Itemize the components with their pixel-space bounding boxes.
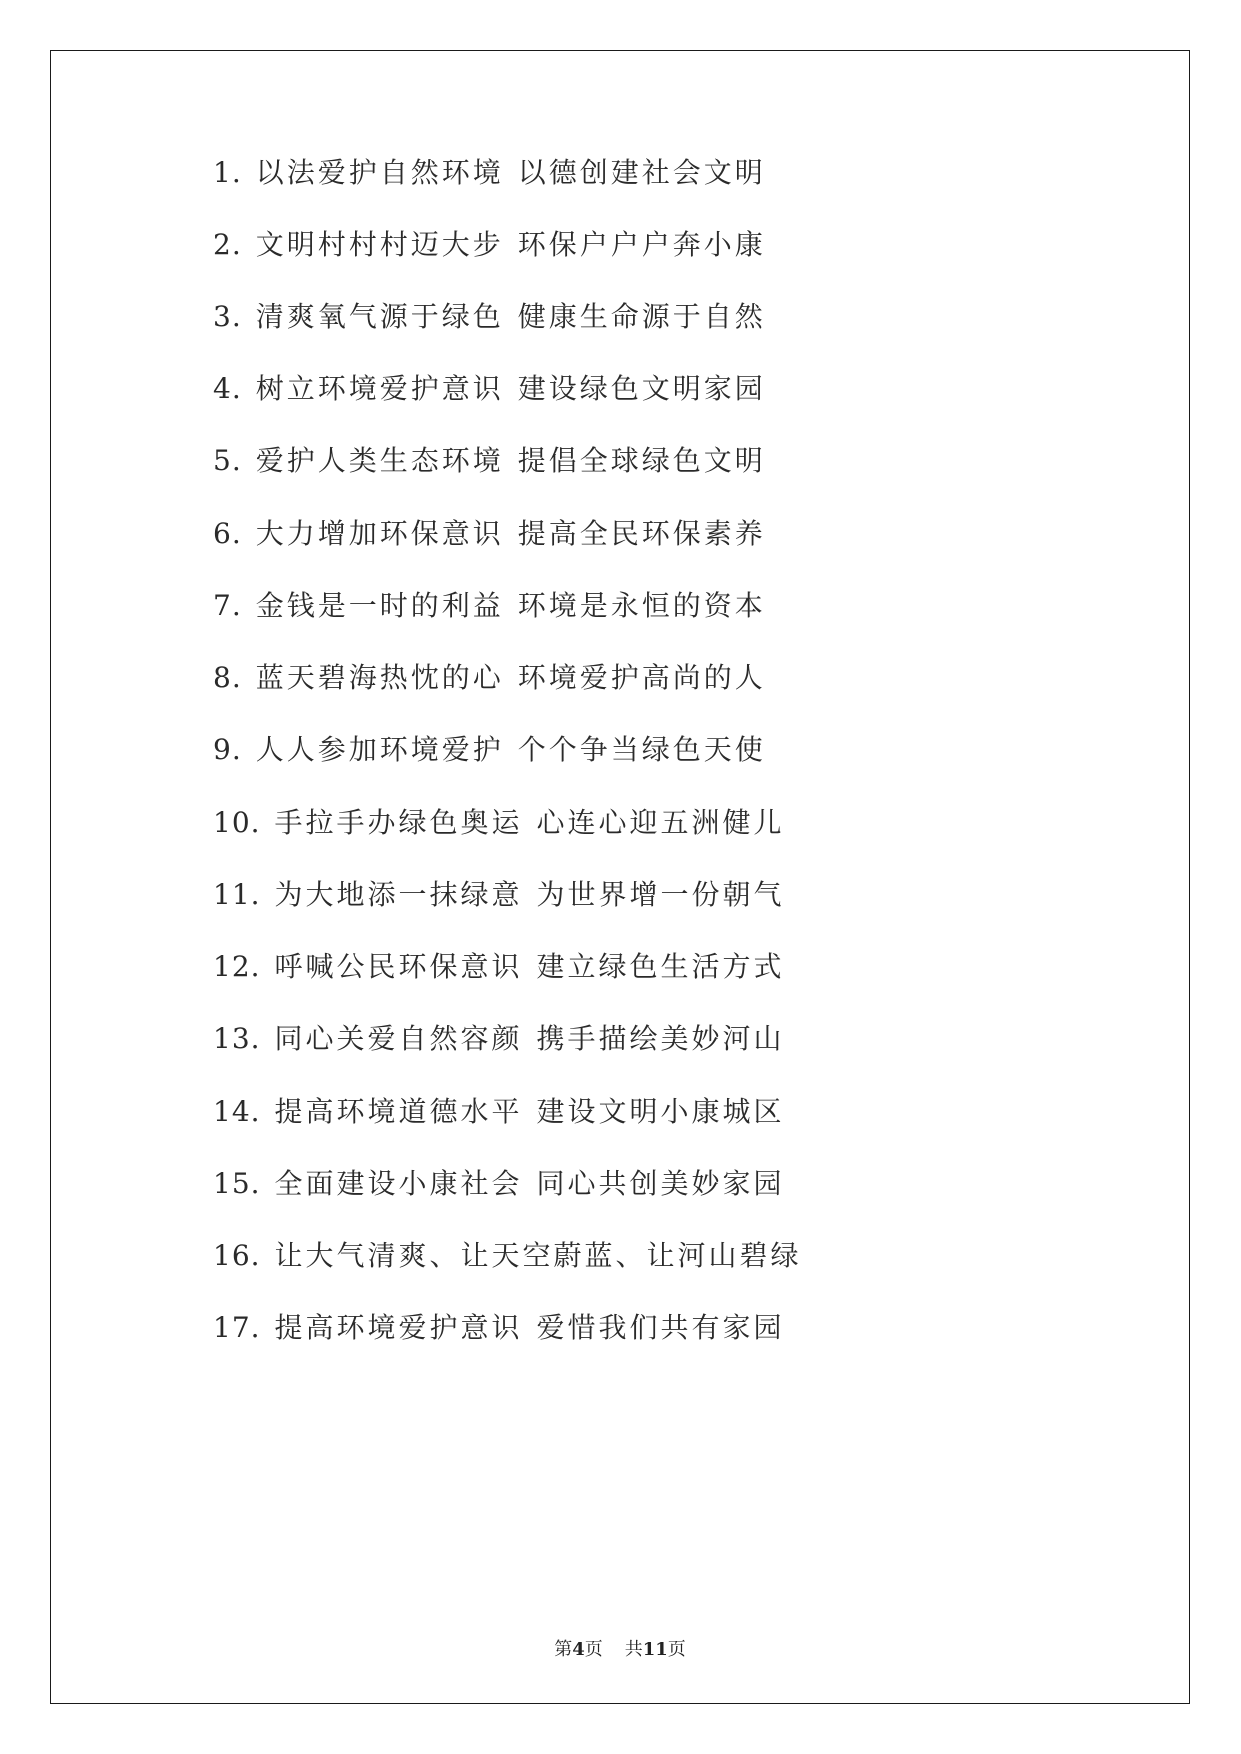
page-prefix: 第	[554, 1639, 573, 1660]
slogan-second-half: 个个争当绿色天使	[517, 733, 766, 766]
item-number: 9.	[213, 733, 242, 766]
list-item	[213, 1236, 816, 1276]
list-item	[213, 803, 785, 843]
page-footer	[51, 1635, 1189, 1661]
slogan-first-half: 文明村村村迈大步	[255, 228, 504, 261]
slogan-first-half: 人人参加环境爱护	[255, 733, 504, 766]
slogan-second-half: 健康生命源于自然	[517, 300, 766, 333]
slogan-first-half: 为大地添一抹绿意	[274, 878, 523, 911]
slogan-second-half: 爱惜我们共有家园	[536, 1311, 785, 1344]
list-item	[213, 1019, 785, 1059]
slogan-first-half: 提高环境道德水平	[274, 1095, 523, 1128]
item-number: 16.	[213, 1239, 261, 1272]
item-number: 11.	[213, 878, 261, 911]
item-number: 1.	[213, 156, 242, 189]
slogan-first-half: 手拉手办绿色奥运	[274, 806, 523, 839]
item-number: 5.	[213, 444, 242, 477]
slogan-first-half: 提高环境爱护意识	[274, 1311, 523, 1344]
page-current: 4	[572, 1639, 585, 1660]
item-number: 8.	[213, 661, 242, 694]
slogan-first-half: 让大气清爽、让天空蔚蓝、让河山碧绿	[274, 1239, 802, 1272]
list-item	[213, 730, 766, 770]
list-item	[213, 153, 766, 193]
page-suffix: 页	[584, 1639, 603, 1660]
slogan-second-half: 提倡全球绿色文明	[517, 444, 766, 477]
item-number: 10.	[213, 806, 261, 839]
slogan-second-half: 同心共创美妙家园	[536, 1167, 785, 1200]
list-item	[213, 586, 766, 626]
list-item	[213, 1308, 785, 1348]
slogan-second-half: 环境爱护高尚的人	[517, 661, 766, 694]
list-item	[213, 441, 766, 481]
item-number: 3.	[213, 300, 242, 333]
list-item	[213, 297, 766, 337]
slogan-first-half: 金钱是一时的利益	[255, 589, 504, 622]
slogan-first-half: 全面建设小康社会	[274, 1167, 523, 1200]
slogan-first-half: 蓝天碧海热忱的心	[255, 661, 504, 694]
item-number: 2.	[213, 228, 242, 261]
slogan-second-half: 携手描绘美妙河山	[536, 1022, 785, 1055]
item-number: 17.	[213, 1311, 261, 1344]
page-total: 11	[642, 1639, 668, 1660]
list-item	[213, 225, 766, 265]
page-frame	[50, 50, 1190, 1704]
slogan-second-half: 心连心迎五洲健儿	[536, 806, 785, 839]
slogan-second-half: 以德创建社会文明	[517, 156, 766, 189]
list-item	[213, 369, 766, 409]
slogan-list	[51, 51, 1189, 1703]
slogan-first-half: 树立环境爱护意识	[255, 372, 504, 405]
slogan-second-half: 建立绿色生活方式	[536, 950, 785, 983]
item-number: 7.	[213, 589, 242, 622]
list-item	[213, 658, 766, 698]
total-suffix: 页	[667, 1639, 686, 1660]
slogan-first-half: 同心关爱自然容颜	[274, 1022, 523, 1055]
list-item	[213, 947, 785, 987]
total-prefix: 共	[624, 1639, 643, 1660]
item-number: 15.	[213, 1167, 261, 1200]
item-number: 12.	[213, 950, 261, 983]
slogan-first-half: 呼喊公民环保意识	[274, 950, 523, 983]
list-item	[213, 875, 785, 915]
item-number: 13.	[213, 1022, 261, 1055]
slogan-second-half: 环境是永恒的资本	[517, 589, 766, 622]
slogan-second-half: 环保户户户奔小康	[517, 228, 766, 261]
list-item	[213, 1164, 785, 1204]
slogan-first-half: 清爽氧气源于绿色	[255, 300, 504, 333]
slogan-second-half: 提高全民环保素养	[517, 517, 766, 550]
slogan-first-half: 爱护人类生态环境	[255, 444, 504, 477]
list-item	[213, 1092, 785, 1132]
item-number: 4.	[213, 372, 242, 405]
slogan-second-half: 为世界增一份朝气	[536, 878, 785, 911]
slogan-second-half: 建设文明小康城区	[536, 1095, 785, 1128]
item-number: 14.	[213, 1095, 261, 1128]
list-item	[213, 514, 766, 554]
slogan-first-half: 大力增加环保意识	[255, 517, 504, 550]
item-number: 6.	[213, 517, 242, 550]
slogan-first-half: 以法爱护自然环境	[255, 156, 504, 189]
slogan-second-half: 建设绿色文明家园	[517, 372, 766, 405]
